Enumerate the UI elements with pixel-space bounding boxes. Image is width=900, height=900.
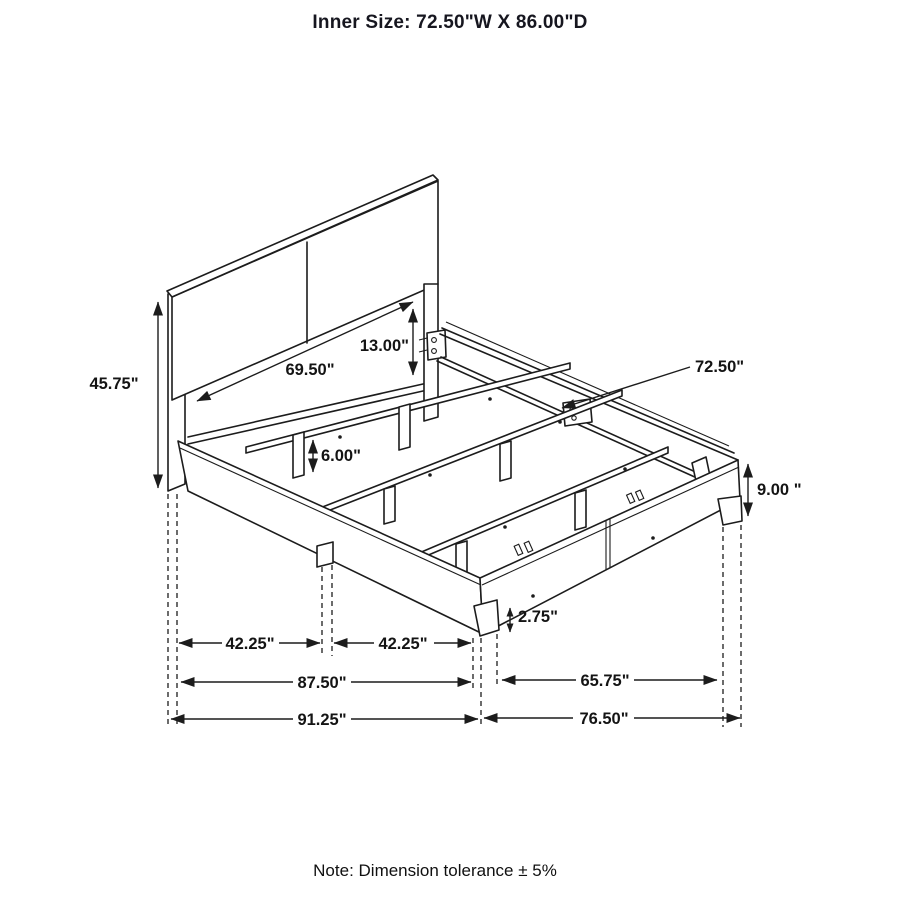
dim-overall-depth <box>171 711 478 729</box>
tolerance-note: Note: Dimension tolerance ± 5% <box>313 861 557 880</box>
dimension-label-front-leg: 2.75" <box>518 608 558 626</box>
dimension-label-rail-span: 87.50" <box>297 674 347 692</box>
slat-leg <box>399 404 410 450</box>
slat-leg <box>500 441 511 481</box>
dimension-label-headboard-width: 69.50" <box>285 361 335 379</box>
dim-overall-width <box>484 710 740 728</box>
dim-slat-leg-height <box>313 440 361 472</box>
mid-support-leg <box>317 542 333 567</box>
dim-half-span-right <box>334 635 471 653</box>
dimension-label-headboard-height: 45.75" <box>89 375 139 393</box>
dim-headboard-height <box>89 302 158 488</box>
left-side-rail <box>178 441 483 634</box>
dimension-label-slat-leg: 6.00" <box>321 447 361 465</box>
dim-footboard-inner-span <box>502 672 717 690</box>
dimension-label-overall-width: 76.50" <box>579 710 629 728</box>
corner-leg <box>718 496 742 525</box>
dimension-label-inner-width: 72.50" <box>695 358 745 376</box>
dim-headboard-panel-gap <box>360 309 413 375</box>
dim-front-leg-height <box>510 608 558 632</box>
slat-leg <box>293 432 304 478</box>
center-rail <box>437 357 710 481</box>
dimension-label-rail-height: 9.00 " <box>757 481 802 499</box>
dim-side-rail-height <box>748 464 802 516</box>
dimension-label-overall-depth: 91.25" <box>297 711 347 729</box>
dimension-label-panel-gap: 13.00" <box>359 337 409 355</box>
dimension-label-half-span-left: 42.25" <box>225 635 275 653</box>
slat-leg <box>384 486 395 524</box>
dimension-label-footboard-span: 65.75" <box>580 672 630 690</box>
dim-half-span-left <box>179 635 320 653</box>
dimension-label-half-span-right: 42.25" <box>378 635 428 653</box>
dim-rail-span <box>181 674 471 692</box>
slat-leg <box>575 490 586 530</box>
page-title: Inner Size: 72.50"W X 86.00"D <box>312 12 588 33</box>
